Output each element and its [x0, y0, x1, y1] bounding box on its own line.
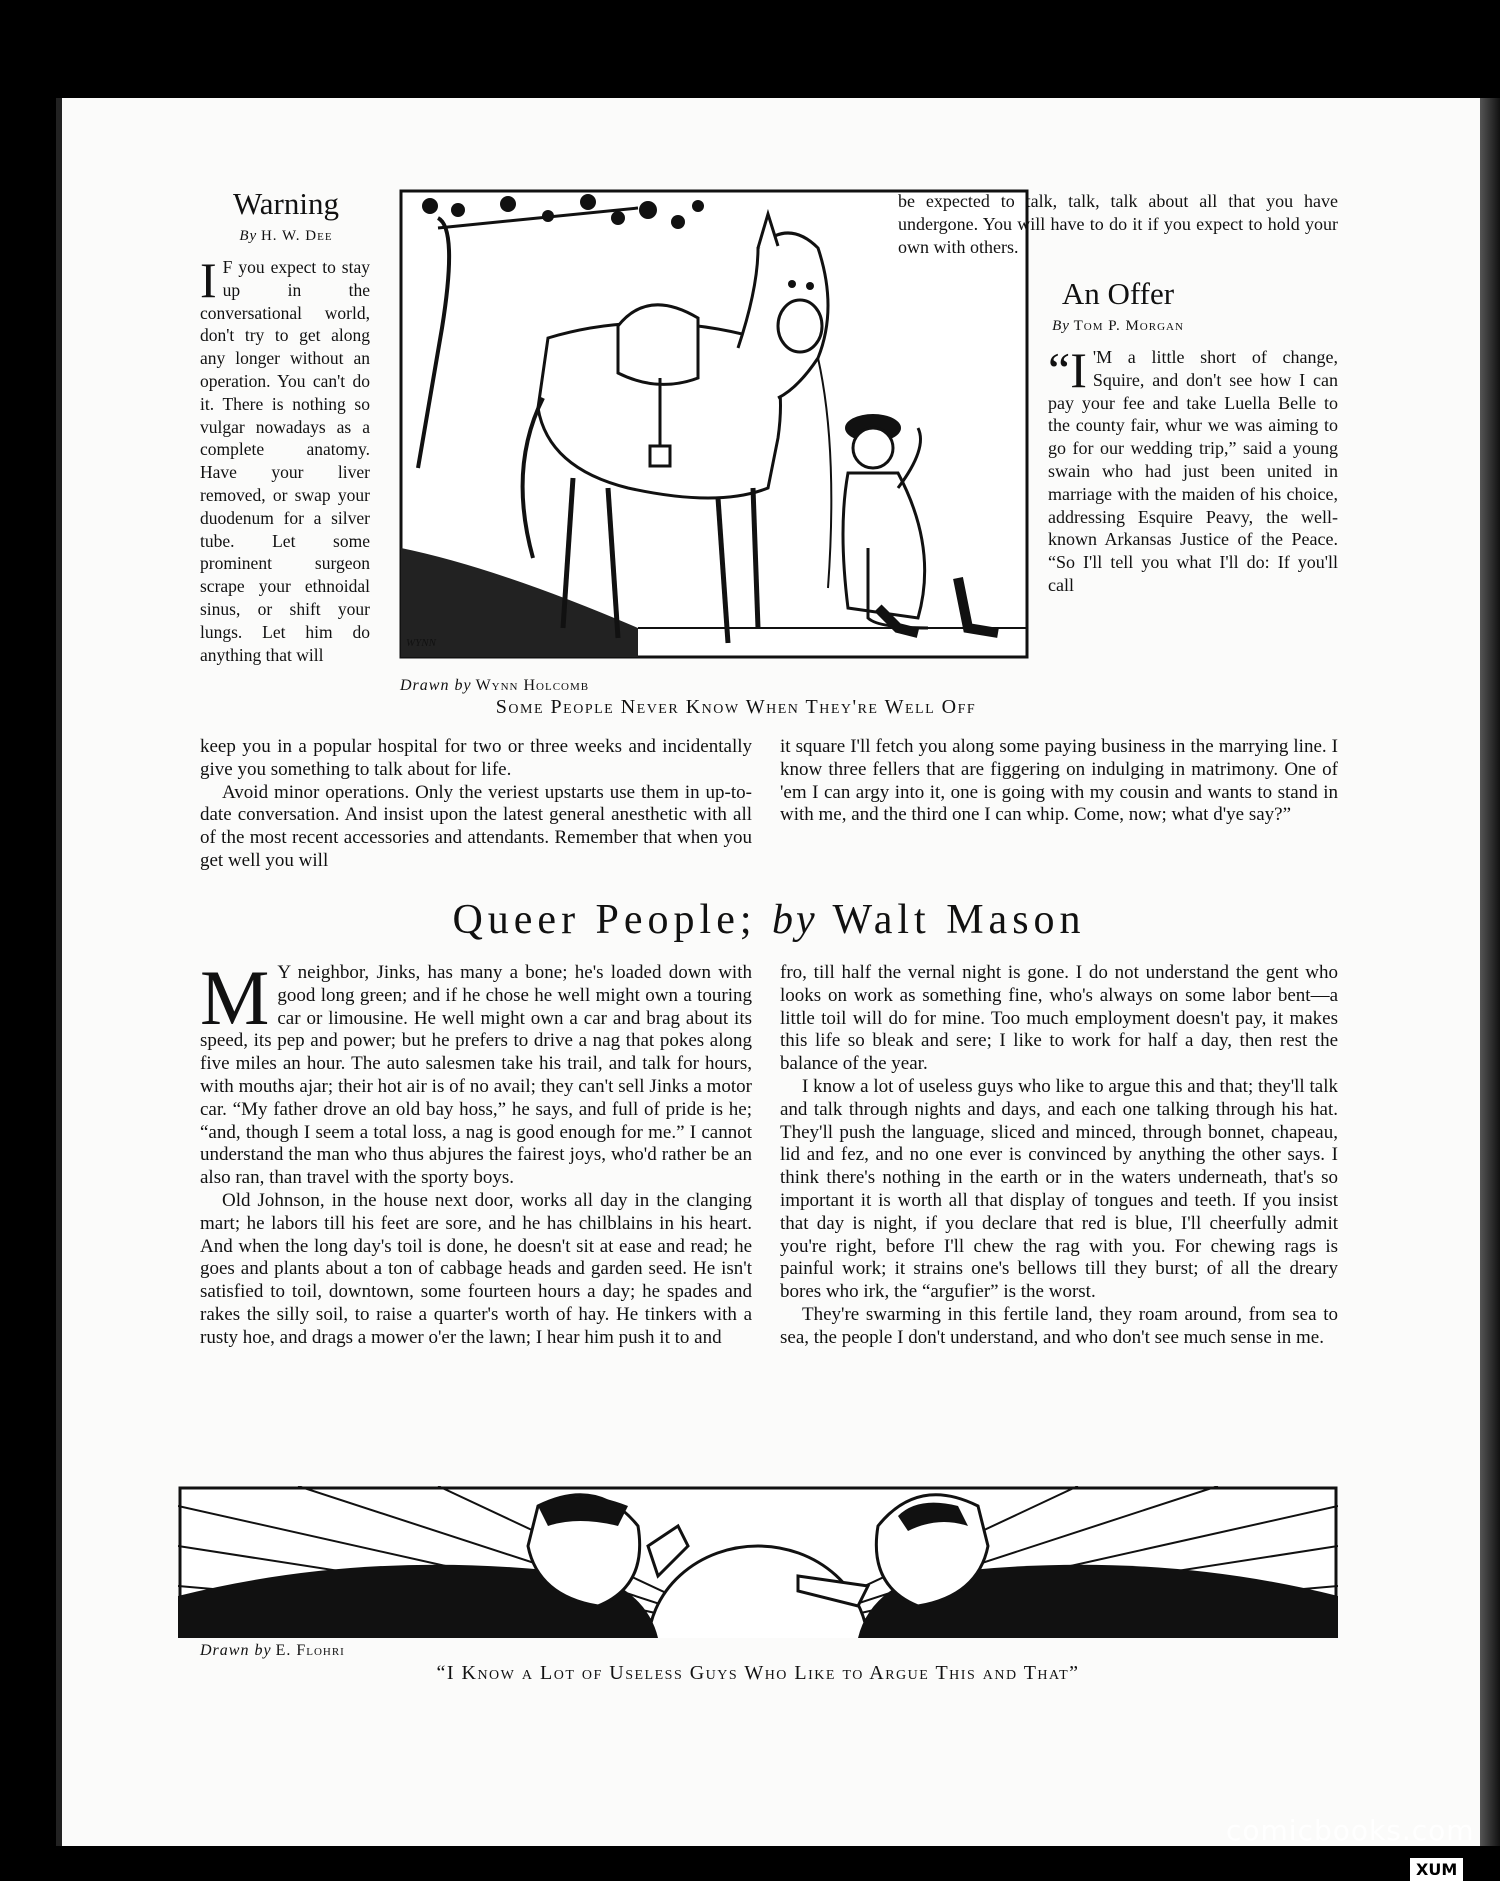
warning-body-wide: keep you in a popular hospital for two or three weeks and incidentally give you something to talk about for life. Avoid minor operations. Only the veriest upstarts use them in up-to-date conversation. And insist upon the latest general anesthetic with all of the most recent accessories and attendants. Remember that when you get well you will — [200, 736, 752, 871]
warning-dropcap: I — [200, 252, 217, 308]
illustration1-caption: Some People Never Know When They're Well Off — [495, 696, 977, 718]
queer-people-title: Queer People; by Walt Mason — [452, 897, 1086, 943]
offer-body-wrap: “I 'M a little short of change, Squire, and don't see how I can pay your fee and take Luella Belle to the county fair, whur we was aiming to go for our wedding trip,” said a young swain who had just been united in marriage with the maiden of his choice, addressing Esquire Peavy, the well-known Arkansas Justice of the Peace. “So I'll tell you what I'll do: If you'll call — [1048, 342, 1338, 595]
queer-dropcap: M — [200, 954, 270, 1041]
argue-illustration — [178, 1486, 1338, 1638]
corner-tab: XUM — [1410, 1858, 1463, 1881]
offer-body-wide: it square I'll fetch you along some paying business in the marrying line. I know three fellers that are figgering on indulging in matrimony. One of 'em I can argy into it, one is going with my cousin and wants to stand in with me, and the third one I can whip. Come, now; what d'ye say?” — [780, 736, 1338, 826]
queer-column-2: fro, till half the vernal night is gone. I do not understand the gent who looks on work as something fine, who's always on some labor bent—a little toil will do for mine. Too much employment doesn't pay, it makes this life so bleak and sere; I like to work for half a day, then rest the balance of the year. I know a lot of useless guys who like to argue this and that; they'll talk and talk through nights and days, and each one talking through his hat. They'll push the language, sliced and minced, through bonnet, chapeau, lid and fez, and no one ever is convinced by anything the other says. I think there's nothing in the earth or in the waters underneath, that's so important it is worth all that display of tongues and teeth. If you insist that day is night, if you declare that red is blue, I'll cheerfully admit you're right, before I'll chew the rag with you. For chewing rags is painful work; it strains one's bellows till they burst; of all the dreary bores who irk, the “argufier” is the worst. They're swarming in this fertile land, they roam around, from sea to sea, the people I don't understand, and who don't see much sense in me. — [780, 962, 1338, 1348]
illustration1-credit: Drawn by Wynn Holcomb — [400, 677, 590, 694]
offer-dropcap: “I — [1048, 342, 1087, 398]
site-watermark: comicbooks.com — [1226, 1814, 1475, 1847]
offer-byline: By Tom P. Morgan — [1052, 318, 1184, 334]
warning-continued: be expected to talk, talk, talk about all that you have undergone. You will have to do it if you expect to hold your own with others. — [898, 191, 1338, 257]
page-edge-shadow — [1480, 98, 1500, 1846]
illustration2-credit: Drawn by E. Flohri — [200, 1642, 345, 1659]
offer-title: An Offer — [1061, 276, 1175, 311]
illustration2-caption: “I Know a Lot of Useless Guys Who Like to Argue This and That” — [436, 1662, 1080, 1684]
warning-byline: By H. W. Dee — [239, 228, 333, 244]
queer-column-1: M Y neighbor, Jinks, has many a bone; he's loaded down with good long green; and if he chose he well might own a touring car or limousine. He well might own a car and brag about its speed, its pep and power; but he prefers to drive a nag that pokes along five miles an hour. The auto salesmen take his trail, and talk for hours, with mouths ajar; their hot air is of no avail; they can't sell Jinks a motor car. “My father drove an old bay hoss,” he says, and full of pride is he; “and, though I seem a total loss, a nag is good enough for me.” I cannot understand the man who thus abjures the fairest joys, who'd rather be an also ran, than travel with the sporty boys. Old Johnson, in the house next door, works all day in the clanging mart; he labors till his feet are sore, and he has chilblains in his heart. And when the long day's toil is done, he doesn't sit at ease and read; he goes and plants about a ton of cabbage heads and garden seed. He isn't satisfied to toil, downtown, some fourteen hours a day; he spades and rakes the silly soil, to raise a quarter's worth of hay. He tinkers with a rusty hoe, and drags a mower o'er the lawn; I hear him push it to and — [200, 954, 752, 1348]
artist-signature: WYNN — [406, 637, 436, 649]
warning-title: Warning — [233, 186, 339, 221]
warning-body-narrow: I F you expect to stay up in the conversational world, don't try to get along any longer without an operation. You can't do it. There is nothing so vulgar nowadays as a complete anatomy. Have your liver removed, or swap your duodenum for a silver tube. Let some prominent surgeon scrape your ethnoidal sinus, or shift your lungs. Let him do anything that will — [200, 252, 370, 665]
argue-drawing — [178, 1486, 1338, 1638]
